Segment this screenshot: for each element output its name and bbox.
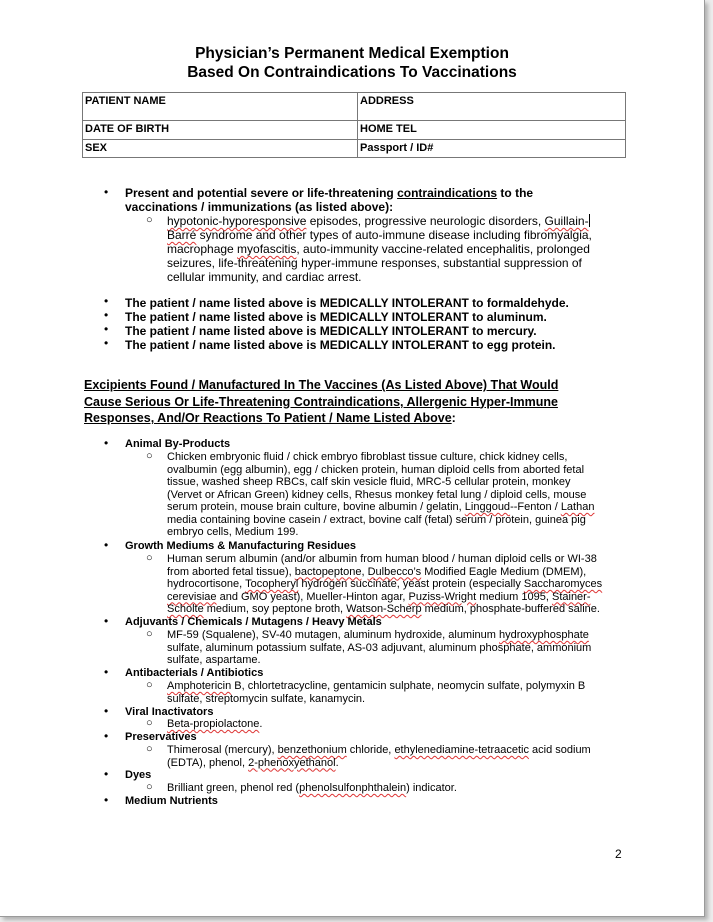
passport-id-cell[interactable]: Passport / ID#	[358, 140, 626, 158]
intolerance-aluminum: The patient / name listed above is MEDICALLY INTOLERANT to aluminum.	[125, 310, 547, 324]
bullet-icon: •	[104, 538, 109, 552]
document-title-line1: Physician’s Permanent Medical Exemption	[195, 45, 509, 62]
category-antibacterials-label: Antibacterials / Antibiotics	[125, 667, 264, 679]
bullet-icon: •	[104, 729, 109, 743]
category-dyes-label: Dyes	[125, 769, 152, 781]
patient-name-cell[interactable]: PATIENT NAME	[83, 93, 358, 121]
category-adjuvants-label: Adjuvants / Chemicals / Mutagens / Heavy Metals	[125, 616, 382, 628]
category-antibacterials-text: Amphotericin B, chlortetracycline, gentamicin sulphate, neomycin sulfate, polymyxin B sulfate, streptomycin sulfate, kanamycin.	[167, 680, 586, 705]
date-of-birth-cell[interactable]: DATE OF BIRTH	[83, 121, 358, 140]
patient-info-table	[82, 92, 626, 158]
category-viral-label: Viral Inactivators	[125, 706, 214, 718]
intolerance-mercury: The patient / name listed above is MEDICALLY INTOLERANT to mercury.	[125, 324, 537, 338]
circle-bullet-icon: ○	[146, 679, 153, 691]
sex-cell[interactable]: SEX	[83, 140, 358, 158]
bullet-icon: •	[104, 614, 109, 628]
category-medium-label: Medium Nutrients	[125, 795, 218, 807]
text-cursor	[589, 214, 590, 227]
category-preservatives-text: Thimerosal (mercury), benzethonium chloride, ethylenediamine-tetraacetic acid sodium (EDTA), phenol, 2-phenoxyethanol.	[167, 744, 591, 769]
contraindications-intro: Present and potential severe or life-threatening contraindications to the vaccinations / immunizations (as listed above):	[125, 186, 534, 214]
bullet-icon: •	[104, 704, 109, 718]
intolerance-egg-protein: The patient / name listed above is MEDICALLY INTOLERANT to egg protein.	[125, 338, 556, 352]
category-dyes-text: Brilliant green, phenol red (phenolsulfonphthalein) indicator.	[167, 782, 457, 794]
bullet-icon: •	[104, 294, 109, 308]
category-animal-text: Chicken embryonic fluid / chick embryo fibroblast tissue culture, chick kidney cells, ovalbumin (egg albumin), egg / chicken protein, human diploid cells from aborted fetal tissue, washed sheep RBCs, calf skin vesicle fluid, MRC-5 cellular protein, monkey (Vervet or African Green) kidney cells, Rhesus monkey fetal lung / diploid cells, mouse serum protein, mouse brain culture, bovine albumin / gelatin, Linggoud--Fenton / Lathan media containing bovine casein / extract, bovine calf (fetal) serum / protein, guinea pig embryo cells, Medium 199.	[167, 451, 595, 538]
bullet-icon: •	[104, 436, 109, 450]
category-growth-label: Growth Mediums & Manufacturing Residues	[125, 540, 357, 552]
circle-bullet-icon: ○	[146, 628, 153, 640]
document-title-line2: Based On Contraindications To Vaccinations	[187, 64, 517, 81]
circle-bullet-icon: ○	[146, 717, 153, 729]
bullet-icon: •	[104, 767, 109, 781]
circle-bullet-icon: ○	[146, 552, 153, 564]
circle-bullet-icon: ○	[146, 781, 153, 793]
bullet-icon: •	[104, 336, 109, 350]
bullet-icon: •	[104, 665, 109, 679]
category-preservatives-label: Preservatives	[125, 731, 197, 743]
bullet-icon: •	[104, 308, 109, 322]
bullet-icon: •	[104, 793, 109, 807]
category-viral-text: Beta-propiolactone.	[167, 718, 263, 730]
category-growth-text: Human serum albumin (and/or albumin from human blood / human diploid cells or WI-38 from aborted fetal tissue), bactopeptone, Dulbecco’s Modified Eagle Medium (DMEM), hydrocortisone, Tocopheryl hydrogen succinate, yeast protein (especially Saccharomyces cerevisiae and GMO yeast), Mueller-Hinton agar, Puziss-Wright medium 1095, Stainer- Scholte medium, soy peptone broth, Watson-Scherp medium, phosphate-buffered saline.	[167, 553, 603, 615]
intolerance-formaldehyde: The patient / name listed above is MEDICALLY INTOLERANT to formaldehyde.	[125, 296, 569, 310]
category-animal-label: Animal By-Products	[125, 438, 231, 450]
contraindications-detail: hypotonic-hyporesponsive episodes, progressive neurologic disorders, Guillain- Barré syndrome and other types of auto-immune disease including fibromyalgia, macrophage myofascitis, auto-immunity vaccine-related encephalitis, prolonged seizures, life-threatening hyper-immune responses, substantial suppression of cellular immunity, and cardiac arrest.	[167, 214, 592, 284]
circle-bullet-icon: ○	[146, 214, 153, 226]
circle-bullet-icon: ○	[146, 450, 153, 462]
category-adjuvants-text: MF-59 (Squalene), SV-40 mutagen, aluminum hydroxide, aluminum hydroxyphosphate sulfate, aluminum potassium sulfate, AS-03 adjuvant, aluminum phosphate, ammonium sulfate, aspartame.	[167, 629, 592, 666]
excipients-heading: Excipients Found / Manufactured In The Vaccines (As Listed Above) That Would Cause Serious Or Life-Threatening Contraindications, Allergenic Hyper-Immune Responses, And/Or Reactions To Patient / Name Listed Above:	[84, 378, 559, 425]
circle-bullet-icon: ○	[146, 743, 153, 755]
bullet-icon: •	[104, 185, 109, 199]
address-cell[interactable]: ADDRESS	[358, 93, 626, 121]
home-tel-cell[interactable]: HOME TEL	[358, 121, 626, 140]
page-number: 2	[615, 847, 622, 861]
bullet-icon: •	[104, 322, 109, 336]
